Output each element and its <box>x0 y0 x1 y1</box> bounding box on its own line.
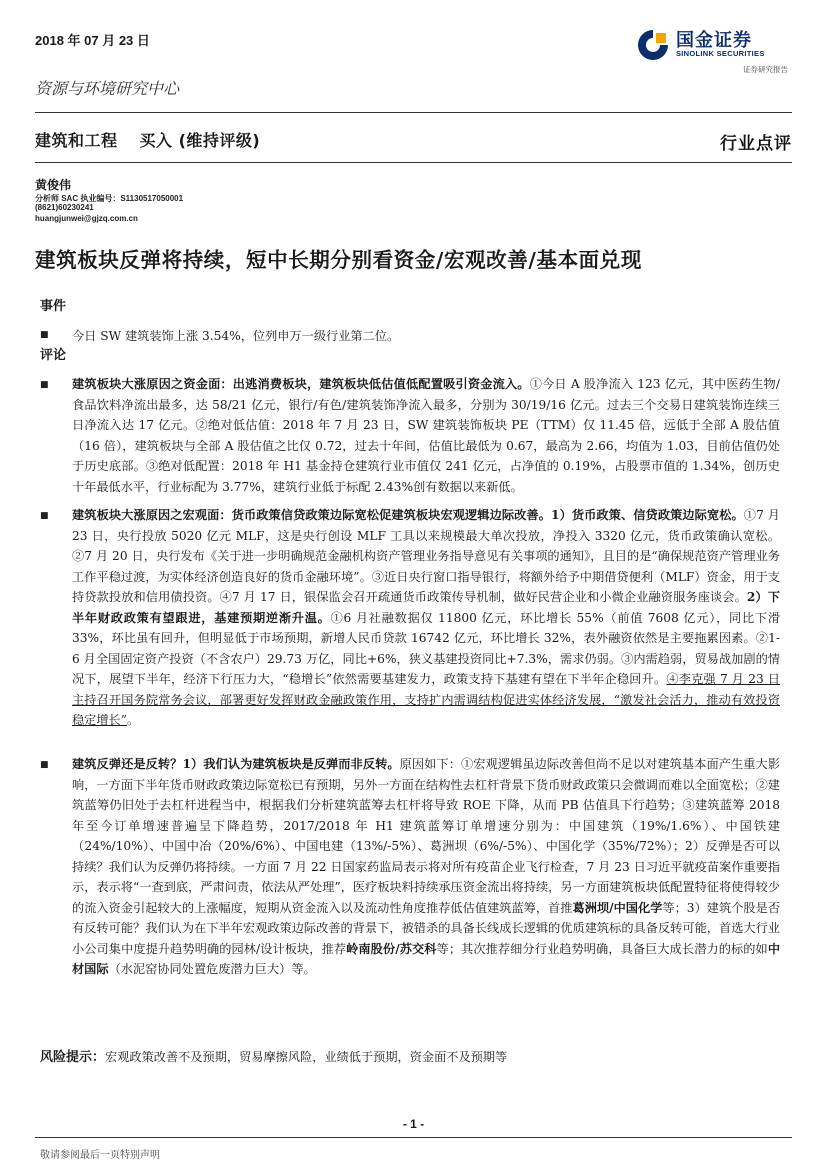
sector-divider <box>35 162 792 163</box>
p3-pick1: 葛洲坝/中国化学 <box>572 900 663 915</box>
rating: 买入 (维持评级) <box>139 131 261 150</box>
paragraph-macro <box>72 505 780 731</box>
sector-name: 建筑和工程 <box>35 131 118 150</box>
risk-text: 宏观政策改善不及预期，贸易摩擦风险，业绩低于预期，资金面不及预期等 <box>105 1050 508 1064</box>
p3-body4: （水泥窑协同处置危废潜力巨大）等。 <box>108 962 316 976</box>
analyst-phone: (8621)60230241 <box>35 203 94 212</box>
event-heading: 事件 <box>40 299 67 314</box>
report-date: 2018 年 07 月 23 日 <box>35 33 150 48</box>
analyst-email[interactable]: huangjunwei@gjzq.com.cn <box>35 214 138 223</box>
p2-body2: ①6 月社融数据仅 11800 亿元，环比增长 55%（前值 7608 亿元），同比下滑 33%，环比虽有回升，但明显低于市场预期，新增人民币贷款 16742 亿元，环比增长 32%，表外融资依然是主要拖累因素。②1-6 月全国固定资产投资（不含农户）29.73 万亿，同比+6%，狭义基建投资同比+7.3%，需求仍弱。③内需趋弱，贸易战加剧的情况下，展望下半年，经济下行压力大，“稳增长”依然需要基建发力，政策支持下基建有望在下半年企稳回升。 <box>72 610 781 686</box>
p2-body1: ①7 月 23 日，央行投放 5020 亿元 MLF，这是央行创设 MLF 工具以来规模最大单次投放，净投入 3320 亿元，货币政策确认宽松。②7 月 20 日，央行发布《关于进一步明确规范金融机构资产管理业务指导意见有关事项的通知》，且目的是“确保规范资产管理业务工作平稳过渡，为实体经济创造良好的货币金融环境”。③近日央行窗口指导银行，将额外给予中期借贷便利（MLF）资金，用于支持贷款投放和信用债投资。④7 月 17 日，银保监会召开疏通货币政策传导机制，做好民营企业和小微企业融资服务座谈会。 <box>72 508 780 604</box>
p1-body: ①今日 A 股净流入 123 亿元，其中医药生物/食品饮料净流出最多，达 58/21 亿元，银行/有色/建筑装饰净流入最多，分别为 30/19/16 亿元。过去三个交易日建筑装饰连续三日净流入达 17 亿元。②绝对低估值：2018 年 7 月 23 日，SW 建筑装饰板块 PE（TTM）仅 11.45 倍，远低于全部 A 股估值（16 倍），建筑板块与全部 A 股估值之比仅 0.72，过去十年间，估值比最低为 0.67，最高为 2.66，均值为 1.03，目前估值仍处于历史底部。③绝对低配置：2018 年 H1 基金持仓建筑行业市值仅 241 亿元，占净值的 0.19%，占股票市值的 1.34%，创历史十年最低水平，行业标配为 3.77%，建筑行业低于标配 2.43%创有数据以来新低。 <box>72 377 780 494</box>
p3-body2: 等；3）建筑个股是否有反转可能？我们认为在下半年宏观政策边际改善的背景下，被错杀的具备长线成长逻辑的优质建筑标的具备反转可能，首选大行业小公司集中度提升趋势明确的园林/设计板块，推荐 <box>72 900 781 956</box>
risk-label: 风险提示： <box>40 1050 106 1065</box>
p2-tail: 。 <box>126 713 140 727</box>
risk-warning <box>40 1046 507 1065</box>
sinolink-logo-icon <box>636 28 670 62</box>
footer-disclaimer: 敬请参阅最后一页特别声明 <box>40 1150 160 1161</box>
footer-divider <box>35 1137 792 1138</box>
logo-tagline: 证券研究报告 <box>743 65 788 74</box>
logo-en-text: SINOLINK SECURITIES <box>676 49 765 58</box>
sector-rating-line <box>35 128 260 151</box>
bullet-icon: ■ <box>40 380 49 390</box>
p3-pick3: 中材国际 <box>72 941 781 976</box>
comment-heading: 评论 <box>40 348 67 363</box>
report-title: 建筑板块反弹将持续，短中长期分别看资金/宏观改善/基本面兑现 <box>35 248 642 272</box>
logo-cn-text: 国金证券 <box>676 30 752 51</box>
research-dept: 资源与环境研究中心 <box>35 79 180 98</box>
bullet-icon: ■ <box>40 511 49 521</box>
p2-lead2: 2）下半年财政政策有望跟进，基建预期逆渐升温。 <box>72 590 780 625</box>
bullet-icon: ■ <box>40 760 49 770</box>
p3-body3: 等；其次推荐细分行业趋势明确，具备巨大成长潜力的标的如 <box>436 941 768 956</box>
p2-lead: 建筑板块大涨原因之宏观面：货币政策信贷政策边际宽松促建筑板块宏观逻辑边际改善。1）货币政策、信贷政策边际宽松。 <box>72 508 744 522</box>
company-logo <box>636 26 796 78</box>
p2-underline: ④李克强 7 月 23 日主持召开国务院常务会议，部署更好发挥财政金融政策作用，支持扩内需调结构促进实体经济发展，“激发社会活力，推动有效投资稳定增长” <box>72 672 780 727</box>
p3-body1: 原因如下：①宏观逻辑虽边际改善但尚不足以对建筑基本面产生重大影响，一方面下半年货币财政政策边际宽松已有预期，另外一方面在结构性去杠杆背景下货币财政政策只会微调而难以全面宽松；②建筑蓝筹仍旧处于去杠杆进程当中，根据我们分析建筑蓝筹去杠杆将导致 ROE 下降，从而 PB 估值具下行趋势；③建筑蓝筹 2018 年至今订单增速普遍呈下降趋势，2017/2018 年 H1 建筑蓝筹订单增速分别为：中国建筑（19%/1.6%）、中国铁建（24%/10%）、中国中冶（20%/6%）、中国电建（13%/-5%）、葛洲坝（6%/-5%）、中国化学（35%/72%）；2）反弹是否可以持续？我们认为反弹仍将持续。一方面 7 月 22 日国家药监局表示将对所有疫苗企业飞行检查，7 月 23 日习近平就疫苗案作重要指示，表示将“一查到底，严肃问责，依法从严处理”，医疗板块料持续承压资金流出将持续，另一方面建筑板块低配置特征将使得较少的流入资金引起较大的上涨幅度，短期从资金流入以及流动性角度推荐低估值建筑蓝筹，首推 <box>72 757 781 915</box>
report-type: 行业点评 <box>720 134 792 154</box>
p3-pick2: 岭南股份/苏交科 <box>346 941 437 956</box>
paragraph-rebound <box>72 754 780 980</box>
p3-lead: 建筑反弹还是反转？1）我们认为建筑板块是反弹而非反转。 <box>72 757 400 771</box>
header-divider <box>35 112 792 113</box>
analyst-name: 黄俊伟 <box>35 178 72 192</box>
page-number: - 1 - <box>402 1117 425 1131</box>
p1-lead: 建筑板块大涨原因之资金面：出逃消费板块，建筑板块低估值低配置吸引资金流入。 <box>72 377 530 391</box>
paragraph-capital <box>72 374 780 497</box>
analyst-license: 分析师 SAC 执业编号：S1130517050001 <box>35 194 184 203</box>
bullet-icon: ■ <box>40 330 49 340</box>
event-text: 今日 SW 建筑装饰上涨 3.54%，位列申万一级行业第二位。 <box>72 329 400 343</box>
